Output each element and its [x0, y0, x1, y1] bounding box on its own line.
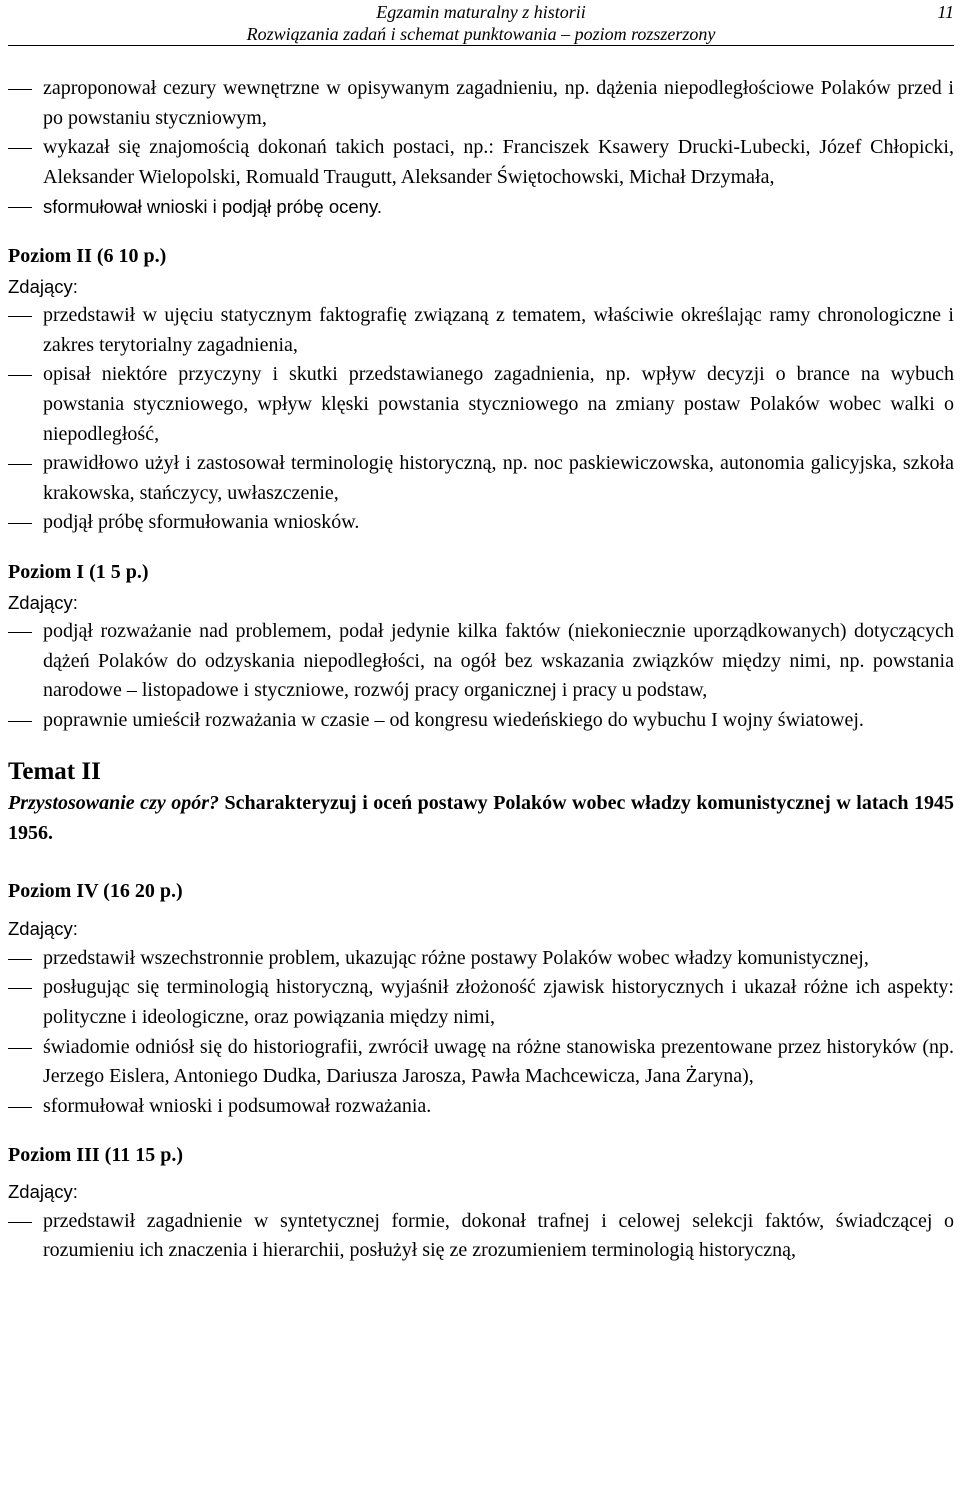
temat-ii-heading: Temat II [8, 758, 101, 786]
list-item: podjął próbę sformułowania wniosków. [8, 508, 954, 538]
temat-ii-topic [8, 789, 954, 848]
level-iii-list [8, 1207, 954, 1266]
header-title: Egzamin maturalny z historii [376, 2, 586, 22]
list-item: sformułował wnioski i podsumował rozważania. [8, 1092, 954, 1122]
list-item: prawidłowo użył i zastosował terminologię historyczną, np. noc paskiewiczowska, autonomia galicyjska, szkoła krakowska, stańczycy, uwłaszczenie, [8, 449, 954, 508]
topic-question: Przystosowanie czy opór? [8, 792, 220, 815]
list-item: sformułował wnioski i podjął próbę oceny. [8, 192, 954, 222]
level-iv-zdajacy: Zdający: [8, 918, 78, 940]
list-item: przedstawił zagadnienie w syntetycznej formie, dokonał trafnej i celowej selekcji faktów, świadczącej o rozumieniu ich znaczenia i hierarchii, posłużył się ze zrozumieniem terminologią historyczną, [8, 1207, 954, 1266]
header-subtitle: Rozwiązania zadań i schemat punktowania – poziom rozszerzony [246, 24, 716, 44]
level-iii-heading: Poziom III (11 15 p.) [8, 1144, 183, 1167]
level-i-list [8, 617, 954, 735]
list-item: wykazał się znajomością dokonań takich postaci, np.: Franciszek Ksawery Drucki-Lubecki, Józef Chłopicki, Aleksander Wielopolski, Romuald Traugutt, Aleksander Świętochowski, Michał Drzymała, [8, 133, 954, 192]
page-number: 11 [937, 2, 954, 22]
level-i-zdajacy: Zdający: [8, 591, 78, 613]
intro-list [8, 74, 954, 222]
list-item: świadomie odniósł się do historiografii, zwrócił uwagę na różne stanowiska prezentowane przez historyków (np. Jerzego Eislera, Antoniego Dudka, Dariusza Jarosza, Pawła Machcewicza, Jana Żaryna), [8, 1033, 954, 1092]
list-item: opisał niektóre przyczyny i skutki przedstawianego zagadnienia, np. wpływ decyzji o brance na wybuch powstania styczniowego, wpływ klęski powstania styczniowego na zmiany postaw Polaków wobec walki o niepodległość, [8, 360, 954, 449]
level-ii-zdajacy: Zdający: [8, 275, 78, 297]
document-content [8, 46, 954, 1266]
level-iv-list [8, 944, 954, 1122]
level-iii-zdajacy: Zdający: [8, 1181, 78, 1202]
level-ii-list [8, 301, 954, 538]
topic-instruction: Scharakteryzuj i oceń postawy Polaków wobec władzy komunistycznej w latach 1945 1956. [8, 792, 954, 845]
list-item: zaproponował cezury wewnętrzne w opisywanym zagadnieniu, np. dążenia niepodległościowe Polaków przed i po powstaniu styczniowym, [8, 74, 954, 133]
list-item: podjął rozważanie nad problemem, podał jedynie kilka faktów (niekoniecznie uporządkowanych) dotyczących dążeń Polaków do odzyskania niepodległości, na ogół bez wskazania związków między nimi, np. powstania narodowe – listopadowe i styczniowe, rozwój pracy organicznej i pracy u podstaw, [8, 617, 954, 706]
list-item: poprawnie umieścił rozważania w czasie – od kongresu wiedeńskiego do wybuchu I wojny światowej. [8, 706, 954, 736]
list-item: przedstawił wszechstronnie problem, ukazując różne postawy Polaków wobec władzy komunistycznej, [8, 944, 954, 974]
level-ii-heading: Poziom II (6 10 p.) [8, 244, 167, 267]
level-i-heading: Poziom I (1 5 p.) [8, 560, 149, 583]
level-iv-heading: Poziom IV (16 20 p.) [8, 879, 183, 902]
page-header [8, 0, 954, 46]
list-item: posługując się terminologią historyczną, wyjaśnił złożoność zjawisk historycznych i ukazał różne ich aspekty: polityczne i ideologiczne, oraz powiązania między nimi, [8, 973, 954, 1032]
list-item: przedstawił w ujęciu statycznym faktografię związaną z tematem, właściwie określając ramy chronologiczne i zakres terytorialny zagadnienia, [8, 301, 954, 360]
